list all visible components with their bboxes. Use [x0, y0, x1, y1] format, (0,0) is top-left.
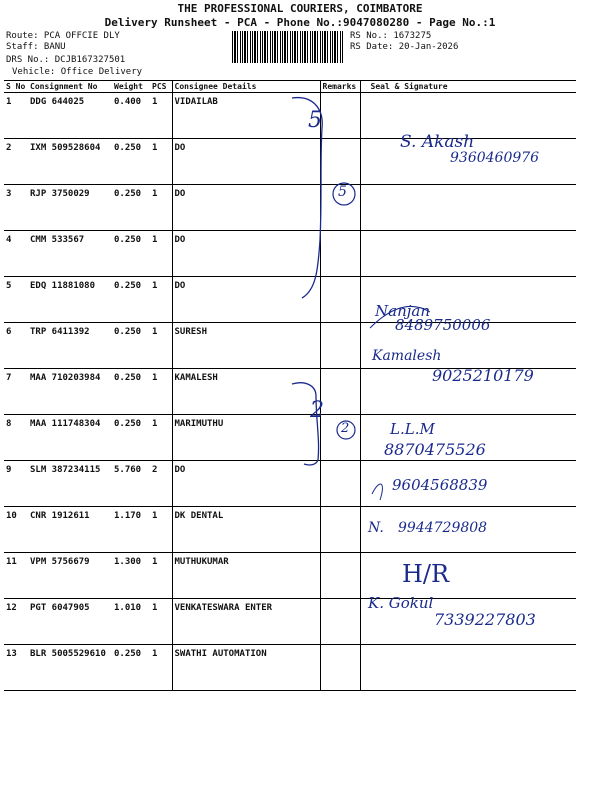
row-sno: 9 — [4, 461, 28, 507]
row-consignment: MAA 111748304 — [28, 415, 112, 461]
phone-row11: 9944729808 — [398, 520, 488, 536]
vehicle-label: Vehicle: Office Delivery — [12, 67, 143, 77]
runsheet-subtitle: Delivery Runsheet - PCA - Phone No.:9047080280 - Page No.:1 — [104, 16, 496, 29]
col-weight: Weight — [112, 81, 150, 93]
row-weight: 0.250 — [112, 415, 150, 461]
row-consignee: DO — [172, 139, 320, 185]
row-consignee: DK DENTAL — [172, 507, 320, 553]
signature-row2: S. Akash — [400, 132, 475, 152]
row-consignment: RJP 3750029 — [28, 185, 112, 231]
col-sno: S No — [4, 81, 28, 93]
row-weight: 0.250 — [112, 369, 150, 415]
row-pcs: 1 — [150, 185, 172, 231]
row-weight: 0.400 — [112, 93, 150, 139]
row-consignment: VPM 5756679 — [28, 553, 112, 599]
row-weight: 0.250 — [112, 139, 150, 185]
row-sno: 12 — [4, 599, 28, 645]
remark-count-group1: 5 — [308, 108, 322, 133]
row-consignment: TRP 6411392 — [28, 323, 112, 369]
row-sno: 8 — [4, 415, 28, 461]
row-consignment: PGT 6047905 — [28, 599, 112, 645]
row-sno: 6 — [4, 323, 28, 369]
staff-label: Staff: BANU — [6, 42, 66, 52]
row-consignment: DDG 644025 — [28, 93, 112, 139]
row-consignment: IXM 509528604 — [28, 139, 112, 185]
col-remarks: Remarks — [320, 81, 360, 93]
row-pcs: 1 — [150, 415, 172, 461]
row-consignee: DO — [172, 277, 320, 323]
row-consignee: MARIMUTHU — [172, 415, 320, 461]
col-consignment: Consignment No — [28, 81, 112, 93]
row-pcs: 1 — [150, 139, 172, 185]
row-weight: 0.250 — [112, 645, 150, 691]
row-pcs: 1 — [150, 369, 172, 415]
row-consignment: CMM 533567 — [28, 231, 112, 277]
company-title: THE PROFESSIONAL COURIERS, COIMBATORE — [177, 2, 423, 15]
row-consignee: KAMALESH — [172, 369, 320, 415]
signature-row7: Kamalesh — [372, 348, 442, 364]
row-pcs: 1 — [150, 599, 172, 645]
row-consignee: VIDAILAB — [172, 93, 320, 139]
remark-count-group2: 2 — [310, 398, 324, 423]
row-pcs: 1 — [150, 507, 172, 553]
row-consignment: CNR 1912611 — [28, 507, 112, 553]
row-consignee: SWATHI AUTOMATION — [172, 645, 320, 691]
row-sno: 3 — [4, 185, 28, 231]
row-sno: 10 — [4, 507, 28, 553]
row-pcs: 1 — [150, 231, 172, 277]
signature-row13: K. Gokul — [368, 594, 434, 612]
rs-number: RS No.: 1673275 — [350, 31, 432, 41]
row-consignee: SURESH — [172, 323, 320, 369]
signature-row11: N. — [368, 520, 384, 536]
row-weight: 0.250 — [112, 231, 150, 277]
col-consignee: Consignee Details — [172, 81, 320, 93]
row-consignee: VENKATESWARA ENTER — [172, 599, 320, 645]
signature-row6: Nanjan — [375, 302, 430, 320]
col-pcs: PCS — [150, 81, 172, 93]
phone-row7: 9025210179 — [432, 366, 534, 385]
row-pcs: 1 — [150, 323, 172, 369]
row-weight: 0.250 — [112, 323, 150, 369]
row-sno: 1 — [4, 93, 28, 139]
row-weight: 1.010 — [112, 599, 150, 645]
hr-remark-row12: H/R — [402, 560, 450, 588]
phone-row6: 8489750006 — [395, 316, 491, 334]
row-pcs: 1 — [150, 277, 172, 323]
row-consignee: DO — [172, 231, 320, 277]
row-consignment: SLM 387234115 — [28, 461, 112, 507]
phone-row9: 8870475526 — [384, 440, 486, 459]
row-consignee: MUTHUKUMAR — [172, 553, 320, 599]
row-sno: 4 — [4, 231, 28, 277]
row-sno: 5 — [4, 277, 28, 323]
phone-row10: 9604568839 — [392, 476, 488, 494]
row-weight: 5.760 — [112, 461, 150, 507]
row-weight: 1.170 — [112, 507, 150, 553]
row-sno: 7 — [4, 369, 28, 415]
row-sno: 11 — [4, 553, 28, 599]
row-consignment: MAA 710203984 — [28, 369, 112, 415]
row-weight: 0.250 — [112, 185, 150, 231]
remark-circle-5: 5 — [338, 184, 347, 200]
phone-row13: 7339227803 — [434, 610, 536, 629]
row-pcs: 1 — [150, 645, 172, 691]
col-seal-signature: Seal & Signature — [360, 81, 576, 93]
rs-date: RS Date: 20-Jan-2026 — [350, 42, 459, 52]
row-pcs: 1 — [150, 553, 172, 599]
remark-circle-2: 2 — [341, 421, 350, 436]
drs-number: DRS No.: DCJB167327501 — [6, 55, 126, 65]
phone-row2: 9360460976 — [450, 150, 540, 166]
row-pcs: 2 — [150, 461, 172, 507]
route-label: Route: PCA OFFCIE DLY — [6, 31, 120, 41]
row-consignment: BLR 5005529610 — [28, 645, 112, 691]
row-sno: 2 — [4, 139, 28, 185]
signature-row9: L.L.M — [390, 420, 435, 438]
row-consignment: EDQ 11881080 — [28, 277, 112, 323]
row-sno: 13 — [4, 645, 28, 691]
row-weight: 1.300 — [112, 553, 150, 599]
row-pcs: 1 — [150, 93, 172, 139]
row-weight: 0.250 — [112, 277, 150, 323]
row-consignee: DO — [172, 185, 320, 231]
row-consignee: DO — [172, 461, 320, 507]
